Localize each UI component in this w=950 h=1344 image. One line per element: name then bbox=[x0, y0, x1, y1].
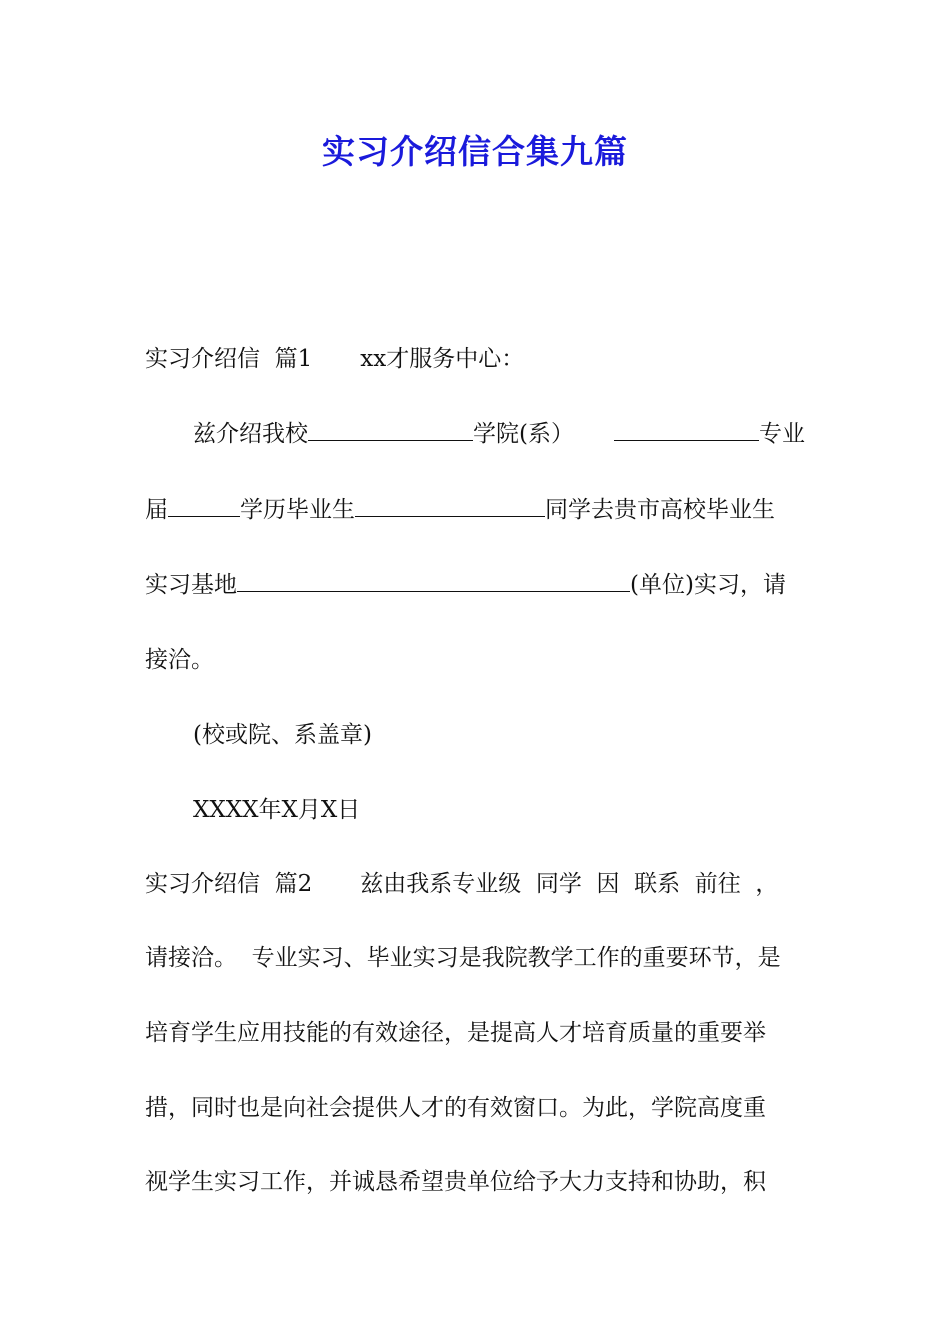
letter1-heading-line bbox=[145, 343, 805, 375]
letter1-line2-text-a: 届 bbox=[145, 497, 168, 523]
letter2-body-line-1: 请接洽。 专业实习、毕业实习是我院教学工作的重要环节，是 bbox=[145, 945, 781, 971]
blank-year bbox=[168, 494, 240, 517]
letter1-body-line-2 bbox=[145, 494, 805, 526]
letter2-heading-line bbox=[145, 868, 805, 900]
letter1-line2-text-b: 学历毕业生 bbox=[240, 497, 355, 523]
blank-student-name bbox=[355, 494, 545, 517]
letter2-intro: 兹由我系专业级 同学 因 联系 前往 ， bbox=[360, 871, 779, 897]
letter1-line2-text-c: 同学去贵市高校毕业生 bbox=[545, 497, 775, 523]
letter1-line3-text-b: (单位)实习，请 bbox=[630, 572, 786, 598]
letter2-body-line-4: 视学生实习工作，并诚恳希望贵单位给予大力支持和协助，积 bbox=[145, 1169, 766, 1195]
letter1-stamp: (校或院、系盖章) bbox=[193, 722, 372, 748]
document-title: 实习介绍信合集九篇 bbox=[322, 132, 628, 171]
letter2-body-line-3: 措，同时也是向社会提供人才的有效窗口。为此，学院高度重 bbox=[145, 1095, 766, 1121]
letter1-line1-text-c: 专业 bbox=[759, 421, 805, 447]
blank-unit bbox=[237, 569, 630, 592]
letter1-body-line-4: 接洽。 bbox=[145, 647, 214, 673]
letter1-recipient: xx才服务中心： bbox=[360, 346, 525, 372]
letter1-body-line-1 bbox=[193, 418, 805, 450]
letter1-date: XXXX年X月X日 bbox=[193, 797, 361, 823]
letter2-body-line-2: 培育学生应用技能的有效途径，是提高人才培育质量的重要举 bbox=[145, 1020, 766, 1046]
blank-school bbox=[308, 418, 473, 441]
blank-department bbox=[614, 418, 759, 441]
letter2-heading: 实习介绍信 篇2 bbox=[145, 871, 313, 897]
letter1-heading: 实习介绍信 篇1 bbox=[145, 346, 313, 372]
letter1-line1-text-a: 兹介绍我校 bbox=[193, 421, 308, 447]
letter1-line3-text-a: 实习基地 bbox=[145, 572, 237, 598]
letter1-body-line-3 bbox=[145, 569, 805, 601]
letter1-line1-text-b: 学院(系） bbox=[473, 421, 574, 447]
